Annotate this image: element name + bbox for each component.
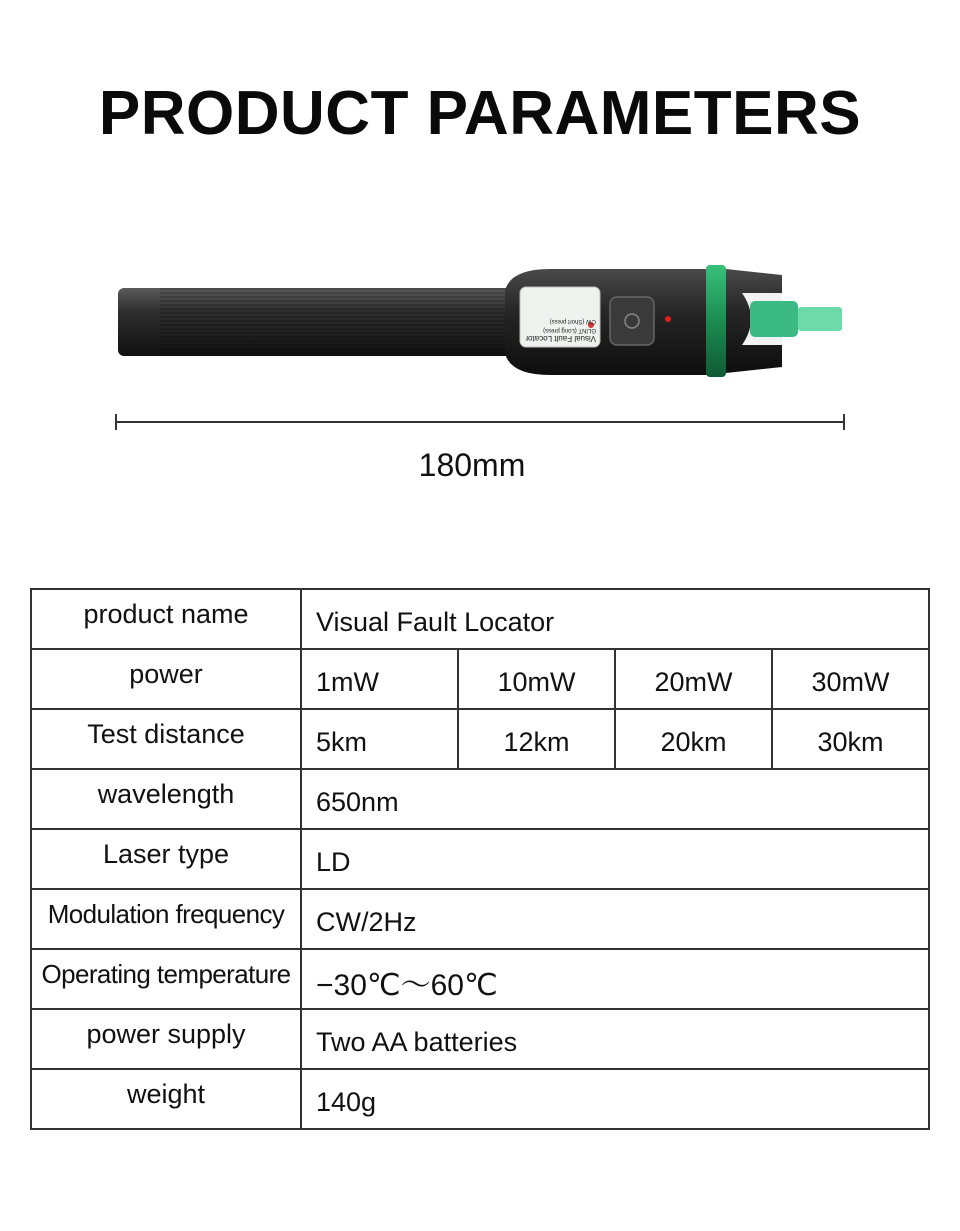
- param-value-text: 20mW: [654, 666, 733, 697]
- param-value-text: −30℃～60℃: [316, 969, 498, 1002]
- param-label-text: product name: [83, 598, 249, 629]
- param-label: [31, 1009, 301, 1069]
- param-value: [301, 709, 458, 769]
- param-value-text: Two AA batteries: [316, 1026, 518, 1057]
- param-label: [31, 1069, 301, 1129]
- param-label: [31, 949, 301, 1009]
- param-value-text: CW/2Hz: [316, 906, 417, 937]
- device-label-line: Visual Fault Locator: [525, 334, 596, 343]
- param-label: [31, 589, 301, 649]
- dimension-line-bar: [115, 421, 845, 423]
- param-value-text: 650nm: [316, 786, 399, 817]
- param-value-text: 10mW: [497, 666, 576, 697]
- param-label-text: weight: [126, 1078, 206, 1109]
- param-value: [301, 649, 458, 709]
- dimension-tick-right: [843, 414, 845, 430]
- param-value: [615, 709, 772, 769]
- param-value: [301, 949, 929, 1009]
- param-label-text: Operating temperature: [41, 958, 291, 989]
- table-row: [31, 1009, 929, 1069]
- param-label: [31, 709, 301, 769]
- dimension-tick-left: [115, 414, 117, 430]
- parameters-table: [30, 588, 930, 1130]
- param-label: [31, 829, 301, 889]
- param-value: [772, 649, 929, 709]
- param-value: [301, 829, 929, 889]
- table-row: [31, 829, 929, 889]
- table-row: [31, 1069, 929, 1129]
- param-label: [31, 889, 301, 949]
- param-label: [31, 769, 301, 829]
- param-value: [772, 709, 929, 769]
- param-value-text: 5km: [316, 726, 368, 757]
- device-label-line: CW (Short press): [549, 318, 596, 324]
- param-value-text: 30mW: [811, 666, 890, 697]
- page-title: PRODUCT PARAMETERS: [98, 79, 862, 148]
- param-value: [458, 649, 615, 709]
- param-value: [301, 1069, 929, 1129]
- param-value: [458, 709, 615, 769]
- param-value: [301, 1009, 929, 1069]
- dimension-line: [115, 414, 845, 430]
- table-row: [31, 709, 929, 769]
- param-value: [301, 889, 929, 949]
- param-value-text: LD: [316, 846, 351, 877]
- device-label: [524, 295, 596, 343]
- dimension-label: 180mm: [418, 447, 526, 483]
- table-row: [31, 589, 929, 649]
- param-label-text: wavelength: [97, 778, 235, 809]
- param-label-text: Test distance: [87, 718, 245, 749]
- table-row: [31, 949, 929, 1009]
- param-label-text: Laser type: [102, 838, 230, 869]
- table-row: [31, 769, 929, 829]
- product-image: [110, 255, 850, 385]
- param-value-text: 140g: [316, 1086, 377, 1117]
- param-value: [301, 769, 929, 829]
- param-value-text: 1mW: [316, 666, 379, 697]
- table-row: [31, 889, 929, 949]
- param-value: [615, 649, 772, 709]
- device-label-line: GLINT (Long press): [543, 327, 596, 333]
- param-value: [301, 589, 929, 649]
- param-label-text: Modulation frequency: [47, 898, 285, 929]
- param-value-text: 12km: [503, 726, 570, 757]
- param-value-text: 30km: [817, 726, 884, 757]
- param-label-text: power supply: [86, 1018, 246, 1049]
- param-label: [31, 649, 301, 709]
- param-value-text: Visual Fault Locator: [316, 606, 555, 637]
- param-label-text: power: [129, 658, 203, 689]
- table-row: [31, 649, 929, 709]
- param-value-text: 20km: [660, 726, 727, 757]
- visual-fault-locator-pen-image: [110, 255, 850, 385]
